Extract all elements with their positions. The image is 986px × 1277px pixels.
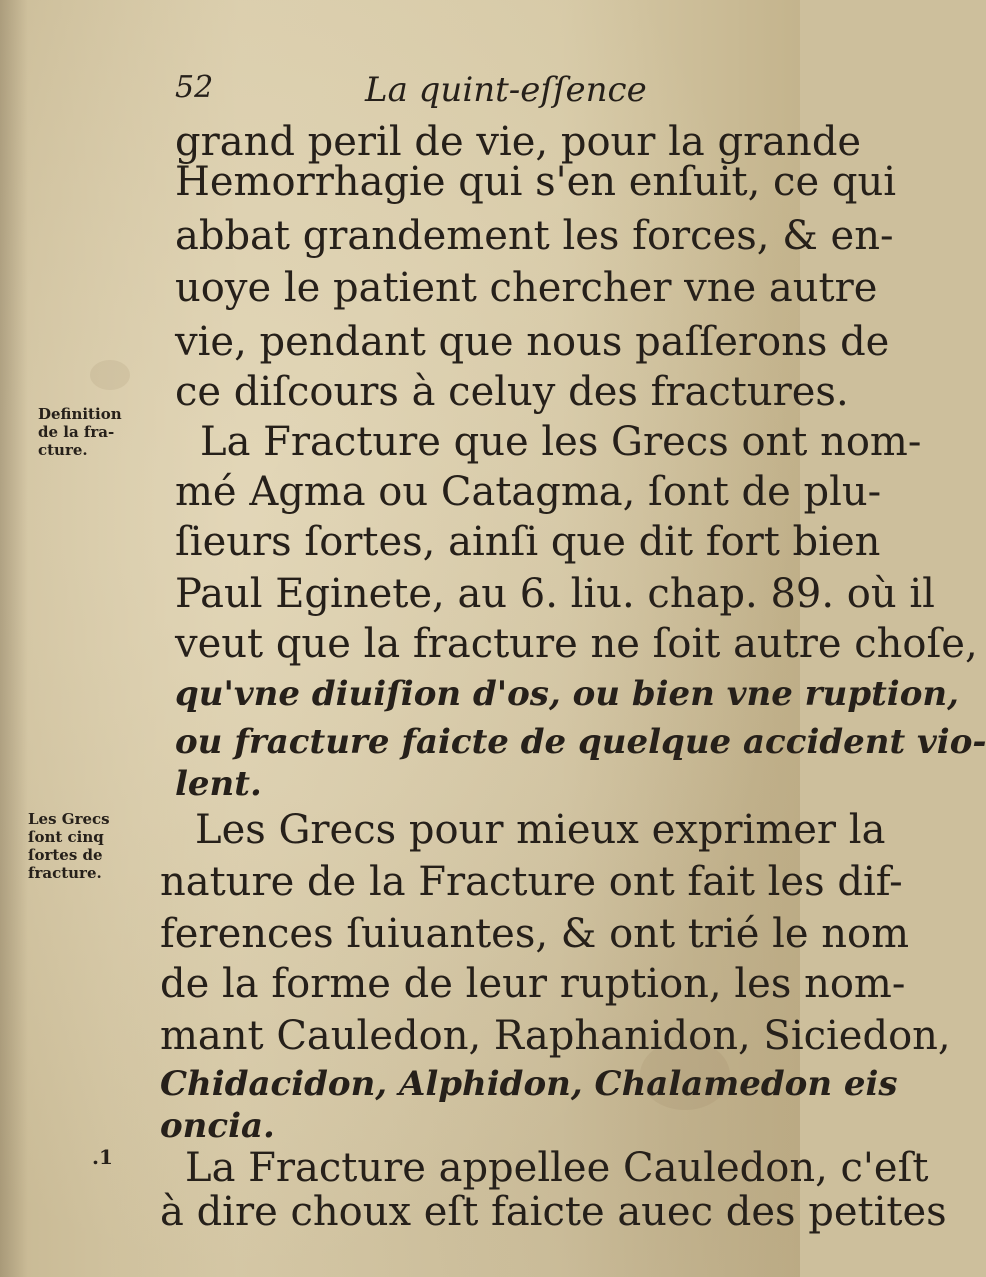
running-title: La quint-eſſence [365, 70, 647, 110]
text-line-italic: Chidacidon, Alphidon, Chalamedon eis [160, 1064, 898, 1104]
margin-note-number: .1 [92, 1145, 113, 1169]
margin-note-grecs: Les Grecs ſont cinq ſortes de fracture. [28, 810, 110, 882]
text-line: La Fracture appellee Cauledon, c'eſt [185, 1145, 929, 1191]
text-line: abbat grandement les forces, & en- [175, 213, 894, 259]
text-line: mant Cauledon, Raphanidon, Siciedon, [160, 1013, 951, 1059]
text-line-italic: qu'vne diuiſion d'os, ou bien vne ruption, [175, 674, 959, 714]
text-line: La Fracture que les Grecs ont nom- [200, 419, 922, 465]
page-gutter-shadow [0, 0, 28, 1277]
page-header [175, 70, 735, 120]
text-line: uoye le patient chercher vne autre [175, 265, 878, 311]
text-line-italic: ou fracture faicte de quelque accident vio- [175, 722, 986, 762]
text-line: Les Grecs pour mieux exprimer la [195, 807, 886, 853]
paper-stain [90, 360, 130, 390]
text-line: Paul Eginete, au 6. liu. chap. 89. où il [175, 571, 935, 617]
text-line: Hemorrhagie qui s'en enſuit, ce qui [175, 159, 896, 205]
text-line: nature de la Fracture ont fait les dif- [160, 859, 903, 905]
text-line: ſieurs ſortes, ainſi que dit fort bien [175, 519, 881, 565]
text-line: veut que la fracture ne ſoit autre choſe, [175, 621, 978, 667]
text-line-italic: oncia. [160, 1106, 275, 1146]
text-line: mé Agma ou Catagma, ſont de plu- [175, 469, 882, 515]
text-line: vie, pendant que nous paſſerons de [175, 319, 890, 365]
text-line: de la forme de leur ruption, les nom- [160, 961, 906, 1007]
text-line-italic: lent. [175, 764, 262, 804]
text-line: ferences ſuiuantes, & ont trié le nom [160, 911, 910, 957]
text-line: grand peril de vie, pour la grande [175, 119, 862, 165]
page-number: 52 [175, 70, 214, 105]
text-line: à dire choux eſt faicte auec des petites [160, 1189, 947, 1235]
text-line: ce diſcours à celuy des fractures. [175, 369, 849, 415]
margin-note-definition: Definition de la fra- cture. [38, 405, 122, 459]
